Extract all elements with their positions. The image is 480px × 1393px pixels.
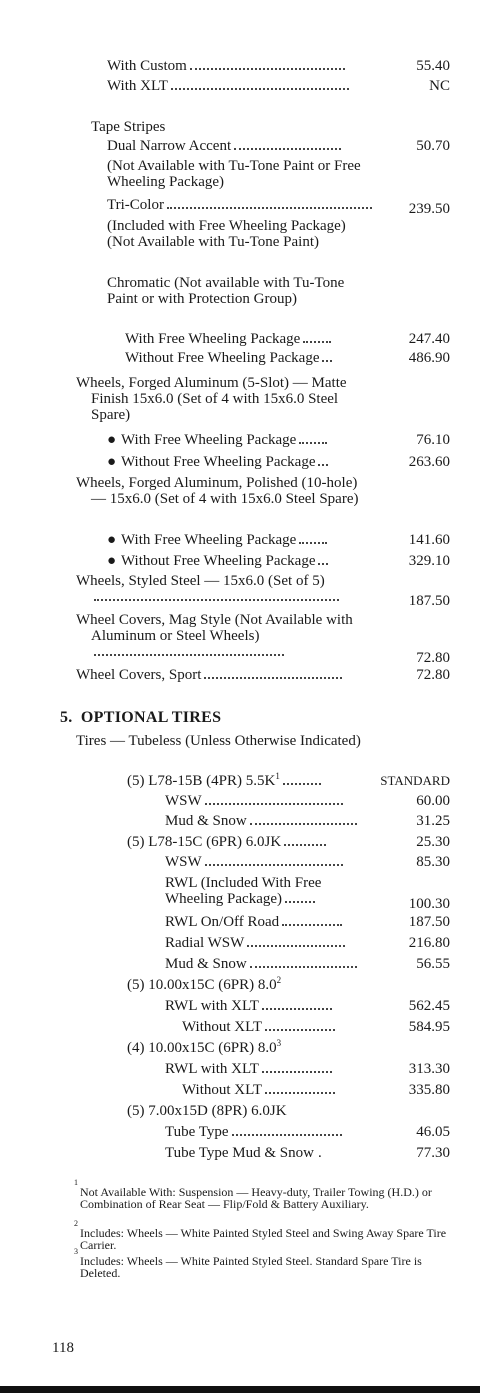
tire-label: Without XLT xyxy=(182,1019,263,1035)
footnote: 2 Includes: Wheels — White Painted Styled Steel and Swing Away Spare Tire Carrier. xyxy=(74,1219,447,1252)
item-label: Without Free Wheeling Package xyxy=(121,454,316,470)
footnote-text: Includes: Wheels — White Painted Styled Steel. Standard Spare Tire is Deleted. xyxy=(80,1254,422,1280)
tire-price: 313.30 xyxy=(408,1061,450,1077)
item-label: With Custom xyxy=(107,58,187,74)
tire-label: Without XLT xyxy=(182,1082,263,1098)
footnote-mark: 1 xyxy=(275,771,280,781)
footnote-text: Not Available With: Suspension — Heavy-duty, Trailer Towing (H.D.) or Combination of Rear Seat — Flip/Fold & Battery Auxiliary. xyxy=(80,1185,432,1211)
tire-price: STANDARD xyxy=(380,773,450,788)
list-note: (Included with Free Wheeling Package) (Not Available with Tu-Tone Paint) xyxy=(107,218,346,250)
item-label: Wheels, Styled Steel — 15x6.0 (Set of 5) xyxy=(76,573,325,589)
item-price: 263.60 xyxy=(408,454,450,470)
footnote: 3 Includes: Wheels — White Painted Styled Steel. Standard Spare Tire is Deleted. xyxy=(74,1247,422,1280)
list-heading: Tape Stripes xyxy=(91,119,166,135)
item-label: Dual Narrow Accent xyxy=(107,138,232,154)
tire-price: 187.50 xyxy=(408,914,450,930)
section-heading xyxy=(60,710,221,726)
tire-label: Radial WSW xyxy=(165,935,245,951)
item-label: With Free Wheeling Package xyxy=(125,331,301,347)
tire-label: Mud & Snow xyxy=(165,956,247,972)
tire-price: 100.30 xyxy=(408,896,450,912)
tire-label: WSW xyxy=(165,793,202,809)
footnote: 1 Not Available With: Suspension — Heavy-duty, Trailer Towing (H.D.) or Combination of Rear Seat — Flip/Fold & Battery Auxiliary. xyxy=(74,1178,432,1211)
item-label: Tri-Color xyxy=(107,197,164,213)
item-price: NC xyxy=(429,78,450,94)
section-number: 5. xyxy=(60,709,73,726)
tire-price: 60.00 xyxy=(416,793,450,809)
tire-label: WSW xyxy=(165,854,202,870)
item-price: 76.10 xyxy=(416,432,450,448)
item-price: 329.10 xyxy=(408,553,450,569)
list-note: Wheels, Forged Aluminum (5-Slot) — Matte Finish 15x6.0 (Set of 4 with 15x6.0 Steel Spare) xyxy=(76,375,347,423)
tire-price: 31.25 xyxy=(416,813,450,829)
item-label: With Free Wheeling Package xyxy=(121,532,297,548)
item-price: 72.80 xyxy=(416,650,450,666)
tire-price: 25.30 xyxy=(416,834,450,850)
item-label: With Free Wheeling Package xyxy=(121,432,297,448)
list-note: Chromatic (Not available with Tu-Tone Paint or with Protection Group) xyxy=(107,275,345,307)
tire-label: (5) L78-15B (4PR) 5.5K xyxy=(127,773,276,789)
item-price: 187.50 xyxy=(408,593,450,609)
bottom-rule xyxy=(0,1386,480,1393)
item-price: 486.90 xyxy=(408,350,450,366)
item-price: 141.60 xyxy=(408,532,450,548)
tire-label: Tube Type Mud & Snow xyxy=(165,1145,314,1161)
tire-label: (5) 10.00x15C (6PR) 8.0 xyxy=(127,977,277,993)
tire-label: (5) L78-15C (6PR) 6.0JK xyxy=(127,834,282,850)
tire-label: Mud & Snow xyxy=(165,813,247,829)
item-label: Wheel Covers, Mag Style (Not Available with Aluminum or Steel Wheels) xyxy=(76,612,353,644)
tire-label: RWL On/Off Road xyxy=(165,914,280,930)
tire-label: RWL (Included With Free Wheeling Package) xyxy=(165,875,322,907)
footnote-text: Includes: Wheels — White Painted Styled Steel and Swing Away Spare Tire Carrier. xyxy=(80,1226,447,1252)
list-note: (Not Available with Tu-Tone Paint or Free Wheeling Package) xyxy=(107,158,361,190)
page-number: 118 xyxy=(52,1340,74,1356)
item-label: With XLT xyxy=(107,78,168,94)
tire-price: 46.05 xyxy=(416,1124,450,1140)
item-price: 72.80 xyxy=(416,667,450,683)
tire-price: 562.45 xyxy=(408,998,450,1014)
bullet-icon: ● xyxy=(107,454,117,470)
footnote-mark: 3 xyxy=(276,1038,282,1048)
tire-price: 584.95 xyxy=(408,1019,450,1035)
item-price: 50.70 xyxy=(416,138,450,154)
footnote-mark: 2 xyxy=(276,975,282,985)
tire-label: (5) 7.00x15D (8PR) 6.0JK xyxy=(127,1103,287,1119)
item-label: Without Free Wheeling Package xyxy=(121,553,316,569)
tire-label: Tube Type xyxy=(165,1124,229,1140)
item-label: Without Free Wheeling Package xyxy=(125,350,320,366)
bullet-icon: ● xyxy=(107,553,117,569)
tire-price: 335.80 xyxy=(408,1082,450,1098)
tire-price: 56.55 xyxy=(416,956,450,972)
list-note: Wheels, Forged Aluminum, Polished (10-hole) — 15x6.0 (Set of 4 with 15x6.0 Steel Spare) xyxy=(76,475,359,507)
item-label: Wheel Covers, Sport xyxy=(76,667,202,683)
tire-label: RWL with XLT xyxy=(165,998,259,1014)
item-price: 239.50 xyxy=(408,201,450,217)
tire-price: 85.30 xyxy=(416,854,450,870)
bullet-icon: ● xyxy=(107,532,117,548)
tire-price: 216.80 xyxy=(408,935,450,951)
tire-label: RWL with XLT xyxy=(165,1061,259,1077)
tires-intro: Tires — Tubeless (Unless Otherwise Indicated) xyxy=(76,733,361,749)
item-price: 55.40 xyxy=(416,58,450,74)
tire-label: (4) 10.00x15C (6PR) 8.0 xyxy=(127,1040,277,1056)
section-title: OPTIONAL TIRES xyxy=(80,709,222,726)
bullet-icon: ● xyxy=(107,432,117,448)
tire-price: 77.30 xyxy=(416,1145,450,1161)
item-price: 247.40 xyxy=(408,331,450,347)
